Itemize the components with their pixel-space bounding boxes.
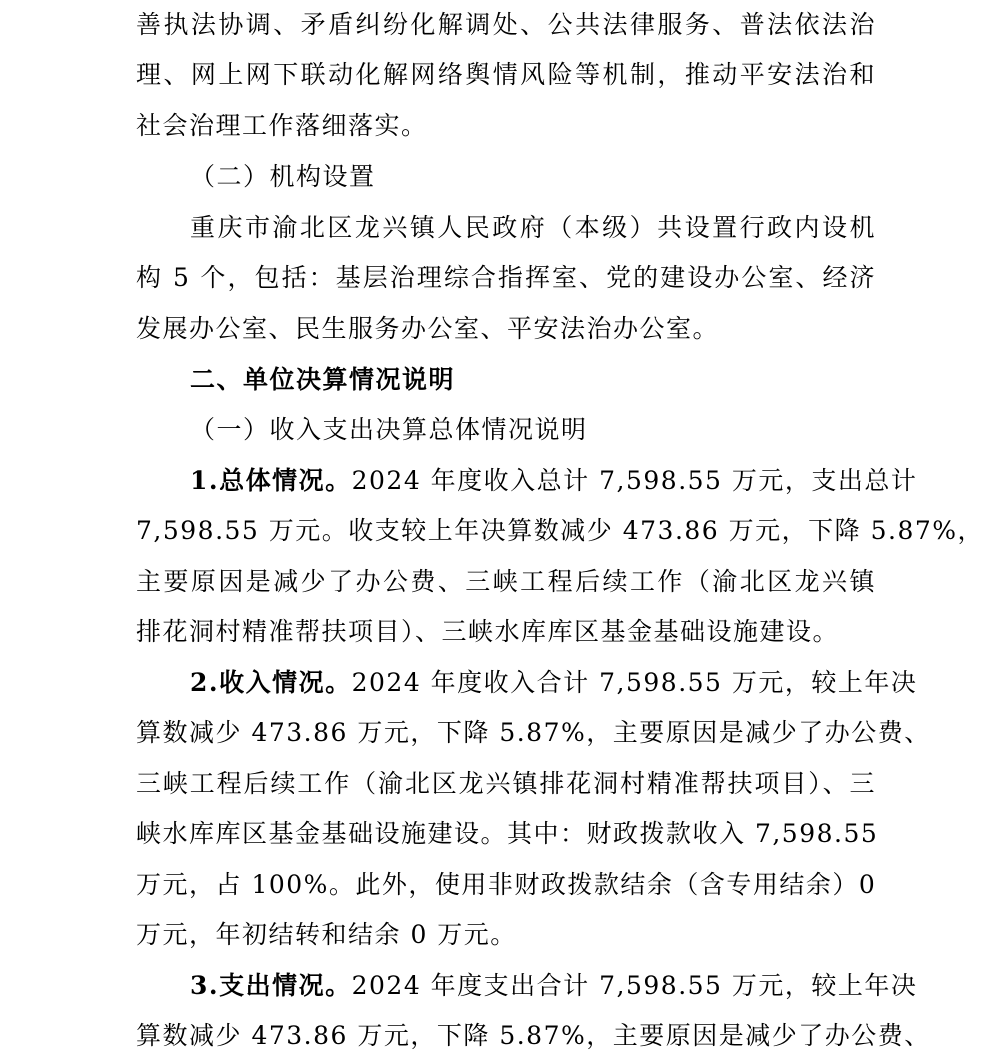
paragraph-line: 主要原因是减少了办公费、三峡工程后续工作（渝北区龙兴镇 [136, 567, 876, 596]
item-lead-income: 2.收入情况。 [190, 668, 352, 697]
paragraph-line-income [190, 658, 918, 708]
paragraph-line-expenditure [190, 961, 918, 1011]
paragraph-line: 构 5 个，包括：基层治理综合指挥室、党的建设办公室、经济 [136, 263, 876, 292]
subsection-heading-income-expenditure: （一）收入支出决算总体情况说明 [190, 415, 588, 444]
paragraph-line: 7,598.55 万元。收支较上年决算数减少 473.86 万元，下降 5.87%， [136, 516, 985, 545]
paragraph-line: 发展办公室、民生服务办公室、平安法治办公室。 [136, 314, 720, 343]
paragraph-line: 社会治理工作落细落实。 [136, 111, 428, 140]
paragraph-line-overall [190, 456, 918, 506]
item-text: 2024 年度收入总计 7,598.55 万元，支出总计 [351, 466, 918, 495]
paragraph-line: 算数减少 473.86 万元，下降 5.87%，主要原因是减少了办公费、 [136, 718, 931, 747]
paragraph-line: 万元，年初结转和结余 0 万元。 [136, 920, 517, 949]
paragraph-line: 三峡工程后续工作（渝北区龙兴镇排花洞村精准帮扶项目）、三 [136, 769, 876, 798]
paragraph-line: 理、网上网下联动化解网络舆情风险等机制，推动平安法治和 [136, 60, 876, 89]
item-lead-overall: 1.总体情况。 [190, 466, 352, 495]
paragraph-line: 善执法协调、矛盾纠纷化解调处、公共法律服务、普法依法治 [136, 10, 876, 39]
section-heading-organization: （二）机构设置 [190, 162, 376, 191]
paragraph-line: 峡水库库区基金基础设施建设。其中：财政拨款收入 7,598.55 [136, 819, 879, 848]
paragraph-line: 算数减少 473.86 万元，下降 5.87%，主要原因是减少了办公费、 [136, 1021, 931, 1050]
item-text: 2024 年度收入合计 7,598.55 万元，较上年决 [351, 668, 918, 697]
paragraph-line: 排花洞村精准帮扶项目）、三峡水库库区基金基础设施建设。 [136, 617, 840, 646]
paragraph-line: 重庆市渝北区龙兴镇人民政府（本级）共设置行政内设机 [190, 213, 876, 242]
item-lead-expenditure: 3.支出情况。 [190, 971, 352, 1000]
item-text: 2024 年度支出合计 7,598.55 万元，较上年决 [351, 971, 918, 1000]
section-heading-final-accounts: 二、单位决算情况说明 [190, 365, 456, 394]
paragraph-line: 万元，占 100%。此外，使用非财政拨款结余（含专用结余）0 [136, 870, 877, 899]
